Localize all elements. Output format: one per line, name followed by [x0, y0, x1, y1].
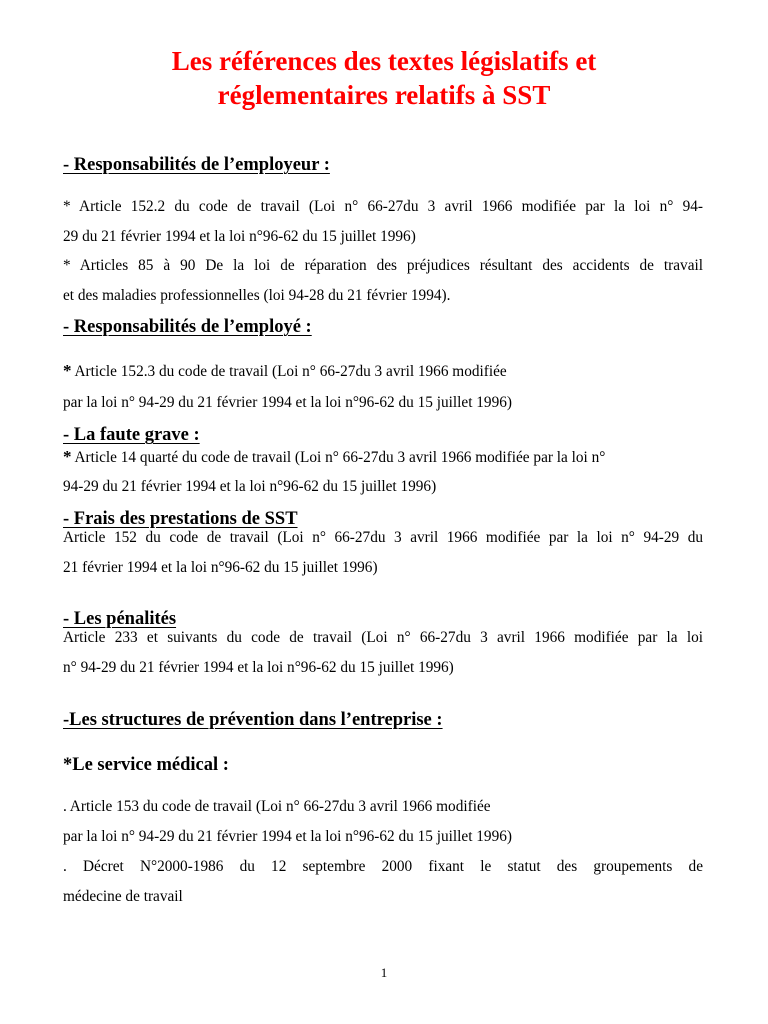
- page-number: 1: [380, 965, 388, 980]
- employer-line-4: et des maladies professionnelles (loi 94-28 du 21 février 1994).: [63, 287, 451, 304]
- employee-line-1: [63, 361, 507, 382]
- heading-employer-responsibilities: - Responsabilités de l’employeur :: [63, 155, 330, 175]
- bullet-star: *: [63, 447, 72, 466]
- document-title-line-2: réglementaires relatifs à SST: [217, 80, 551, 110]
- medical-line-2: par la loi n° 94-29 du 21 février 1994 et la loi n°96-62 du 15 juillet 1996): [63, 828, 512, 845]
- heading-prevention-structures: -Les structures de prévention dans l’entreprise :: [63, 710, 443, 730]
- faute-line-1-text: Article 14 quarté du code de travail (Loi n° 66-27du 3 avril 1966 modifiée par la loi n°: [74, 449, 606, 466]
- employer-line-1: * Article 152.2 du code de travail (Loi n° 66-27du 3 avril 1966 modifiée par la loi n° 94-: [63, 198, 703, 215]
- heading-sst-service-costs: - Frais des prestations de SST: [63, 509, 298, 529]
- frais-line-2: 21 février 1994 et la loi n°96-62 du 15 juillet 1996): [63, 559, 378, 576]
- medical-line-4: médecine de travail: [63, 888, 183, 905]
- document-title-line-1: Les références des textes législatifs et: [171, 46, 597, 76]
- penalites-line-1: Article 233 et suivants du code de travail (Loi n° 66-27du 3 avril 1966 modifiée par la loi: [63, 629, 703, 646]
- employer-line-2: 29 du 21 février 1994 et la loi n°96-62 du 15 juillet 1996): [63, 228, 416, 245]
- faute-line-2: 94-29 du 21 février 1994 et la loi n°96-62 du 15 juillet 1996): [63, 478, 437, 495]
- heading-serious-misconduct: - La faute grave :: [63, 425, 200, 445]
- heading-penalties: - Les pénalités: [63, 609, 177, 629]
- heading-medical-service: *Le service médical :: [63, 755, 229, 775]
- heading-employee-responsibilities: - Responsabilités de l’employé :: [63, 317, 312, 337]
- faute-line-1: [63, 447, 605, 468]
- bullet-star: *: [63, 361, 72, 380]
- employee-line-1-text: Article 152.3 du code de travail (Loi n° 66-27du 3 avril 1966 modifiée: [74, 363, 507, 380]
- medical-line-3: . Décret N°2000-1986 du 12 septembre 2000 fixant le statut des groupements de: [63, 858, 703, 875]
- medical-line-1: . Article 153 du code de travail (Loi n° 66-27du 3 avril 1966 modifiée: [63, 798, 491, 815]
- employee-line-2: par la loi n° 94-29 du 21 février 1994 et la loi n°96-62 du 15 juillet 1996): [63, 394, 512, 411]
- penalites-line-2: n° 94-29 du 21 février 1994 et la loi n°96-62 du 15 juillet 1996): [63, 659, 454, 676]
- frais-line-1: Article 152 du code de travail (Loi n° 66-27du 3 avril 1966 modifiée par la loi n° 94-29 du: [63, 529, 703, 546]
- employer-line-3: * Articles 85 à 90 De la loi de réparation des préjudices résultant des accidents de travail: [63, 257, 703, 274]
